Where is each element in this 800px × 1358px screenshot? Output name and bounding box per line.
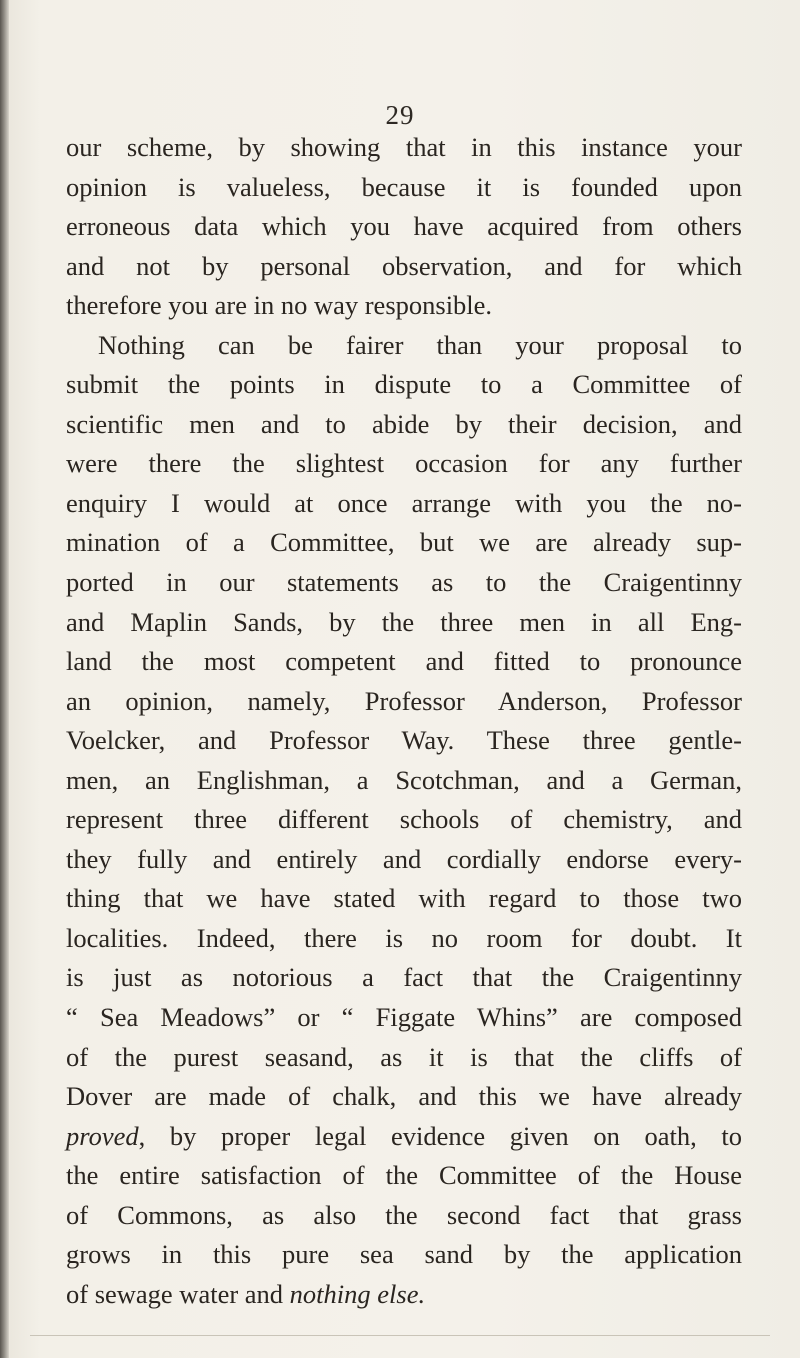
body-text xyxy=(66,128,742,1314)
italic-text: nothing else. xyxy=(289,1278,426,1309)
text-line: ported in our statements as to the Craigentinny xyxy=(66,567,742,598)
text-line: an opinion, namely, Professor Anderson, Professor xyxy=(66,685,742,716)
text-line: opinion is valueless, because it is founded upon xyxy=(66,171,742,202)
text-line: they fully and entirely and cordially endorse every- xyxy=(66,843,742,874)
text-line: Voelcker, and Professor Way. These three gentle- xyxy=(66,725,742,756)
text-line: thing that we have stated with regard to those two xyxy=(66,883,742,914)
text-line: submit the points in dispute to a Committee of xyxy=(66,369,742,400)
text-line: men, an Englishman, a Scotchman, and a German, xyxy=(66,764,742,795)
text-line: and not by personal observation, and for which xyxy=(66,250,742,281)
text-line: land the most competent and fitted to pronounce xyxy=(66,646,742,677)
text-span: of sewage water and xyxy=(66,1278,290,1309)
text-line: Dover are made of chalk, and this we have already xyxy=(66,1081,742,1112)
text-line xyxy=(66,1117,742,1157)
text-line: scientific men and to abide by their decision, and xyxy=(66,408,742,439)
text-span: , by proper legal evidence given on oath, to xyxy=(138,1120,742,1151)
text-line: were there the slightest occasion for any further xyxy=(66,448,742,479)
text-line: mination of a Committee, but we are already sup- xyxy=(66,527,742,558)
text-line: the entire satisfaction of the Committee of the House xyxy=(66,1160,742,1191)
text-line: represent three different schools of chemistry, and xyxy=(66,804,742,835)
text-line: enquiry I would at once arrange with you the no- xyxy=(66,487,742,518)
text-line: “ Sea Meadows” or “ Figgate Whins” are composed xyxy=(66,1002,742,1033)
text-line: grows in this pure sea sand by the application xyxy=(66,1239,742,1270)
italic-text: proved xyxy=(66,1120,139,1151)
text-line: our scheme, by showing that in this instance your xyxy=(66,132,742,162)
text-line: Nothing can be fairer than your proposal to xyxy=(98,329,742,360)
text-line: of Commons, as also the second fact that grass xyxy=(66,1199,742,1230)
text-line: and Maplin Sands, by the three men in all Eng- xyxy=(66,606,742,637)
text-line: erroneous data which you have acquired from others xyxy=(66,211,742,242)
page-number: 29 xyxy=(385,100,415,130)
text-line: localities. Indeed, there is no room for doubt. It xyxy=(66,922,742,953)
text-line: is just as notorious a fact that the Craigentinny xyxy=(66,962,742,993)
text-line xyxy=(66,1275,742,1315)
page-binding-edge xyxy=(0,0,9,1358)
page-bottom-edge xyxy=(30,1335,770,1336)
text-line: therefore you are in no way responsible. xyxy=(66,290,493,321)
text-line: of the purest seasand, as it is that the cliffs of xyxy=(66,1041,742,1072)
